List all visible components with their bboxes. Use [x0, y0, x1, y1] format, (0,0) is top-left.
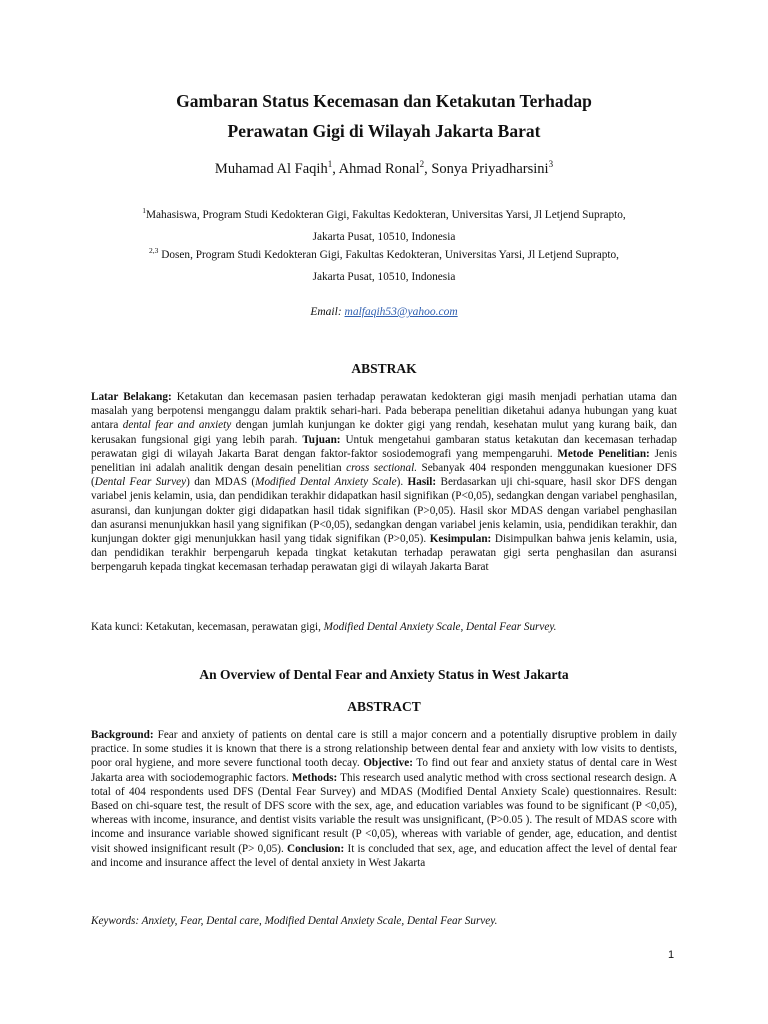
corresponding-email: [0, 306, 768, 318]
metode-label: Metode Penelitian:: [557, 447, 650, 460]
affiliation-2: [100, 244, 668, 288]
abstract-heading: ABSTRACT: [347, 699, 421, 714]
metode-text-3: ) dan MDAS (: [186, 476, 256, 489]
latar-belakang-text-2: dengan jumlah kunjungan ke dokter gigi yang rendah, kesehatan mulut yang kurang baik, dan kerusakan fungsional gigi yang lebih parah.: [91, 419, 677, 446]
author-3-affiliation-mark: 3: [548, 159, 554, 170]
metode-italic: cross sectional.: [346, 462, 417, 475]
dfs-italic: Dental Fear Survey: [94, 476, 187, 489]
affiliation-2-line-1: Dosen, Program Studi Kedokteran Gigi, Fakultas Kedokteran, Universitas Yarsi, Jl Letjend Suprapto,: [158, 249, 619, 261]
metode-text-4: ).: [396, 476, 408, 489]
affiliation-1-line-2: Jakarta Pusat, 10510, Indonesia: [312, 231, 456, 243]
metode-text: Jenis penelitian ini adalah analitik dengan desain penelitian: [91, 447, 677, 475]
affiliation-2-line-2: Jakarta Pusat, 10510, Indonesia: [312, 271, 456, 283]
background-label: Background:: [91, 729, 154, 741]
abstrak-body: [91, 390, 677, 575]
background-text: Fear and anxiety of patients on dental care is still a major concern and a potentially disruptive problem in daily practice. In some studies it is known that there is a strong relationship between dental fear and anxiety with low visits to dentists, poor oral hygiene, and more severe functional tooth decay.: [91, 729, 677, 770]
author-1-affiliation-mark: 1: [327, 159, 333, 170]
keywords: Keywords: Anxiety, Fear, Dental care, Modified Dental Anxiety Scale, Dental Fear Survey.: [91, 915, 498, 927]
latar-belakang-italic: dental fear and anxiety: [122, 419, 232, 432]
metode-text-2: Sebanyak 404 responden menggunakan kuesioner DFS (: [91, 462, 677, 489]
conclusion-label: Conclusion:: [287, 842, 345, 855]
kata-kunci-italic: Modified Dental Anxiety Scale, Dental Fear Survey.: [323, 621, 557, 633]
author-3: Sonya Priyadharsini: [431, 161, 549, 177]
tujuan-text: Untuk mengetahui gambaran status ketakutan dan kecemasan terhadap perawatan gigi di wilayah Jakarta Barat dengan faktor-faktor sosiodemografi yang mempengaruhi.: [91, 433, 677, 460]
title-line-1: Gambaran Status Kecemasan dan Ketakutan Terhadap: [176, 91, 592, 111]
latar-belakang-label: Latar Belakang:: [91, 391, 172, 403]
conclusion-text: It is concluded that sex, age, and education affect the level of dental fear and income and insurance affect the level of dental anxiety in West Jakarta: [91, 842, 677, 869]
hasil-label: Hasil:: [407, 476, 437, 489]
objective-label: Objective:: [363, 757, 413, 770]
title-line-2: Perawatan Gigi di Wilayah Jakarta Barat: [227, 121, 541, 141]
hasil-text: Berdasarkan uji chi-square, hasil skor DFS dengan variabel jenis kelamin, usia, dan pendidikan terakhir didapatkan hasil signifikan (P<0,05), sedangkan dengan variabel penghasilan, asuransi, dan kunjungan dokter gigi didapatkan hasil tidak signifikan (P>0,05). Hasil skor MDAS dengan variabel penghasilan dan asuransi menunjukkan hasil yang signifikan (P<0,05), sedangkan dengan variabel jenis kelamin, usia, pendidikan terakhir, dan kunjungan dokter gigi menunjukkan hasil yang tidak signifikan (P>0,05).: [91, 476, 678, 546]
english-title: An Overview of Dental Fear and Anxiety Status in West Jakarta: [199, 667, 569, 682]
email-label: Email:: [310, 306, 345, 318]
author-2: Ahmad Ronal: [338, 161, 420, 177]
tujuan-label: Tujuan:: [302, 433, 341, 446]
author-separator: ,: [424, 161, 432, 177]
affiliation-2-mark: 2,3: [149, 246, 159, 256]
affiliation-1: [100, 204, 668, 248]
paper-title: [0, 86, 768, 146]
methods-text: This research used analytic method with cross sectional research design. A total of 404 respondents used DFS (Dental Fear Survey) and MDAS (Modified Dental Anxiety Scale) questionnaires. Result: Based on chi-square test, the result of DFS score with the sex, age, and education variables was found to be significant (P <0,05), whereas with income, insurance, and dentist visits variable the result was unsignificant, (P>0.05 ). The result of MDAS score with income and insurance variable showed significant result (P <0,05), whereas with variable of gender, age, education, and dentist visit showed insignificant result (P> 0,05).: [91, 771, 677, 855]
email-link[interactable]: malfaqih53@yahoo.com: [344, 306, 458, 318]
author-list: [0, 161, 768, 178]
affiliation-1-line-1: Mahasiswa, Program Studi Kedokteran Gigi, Fakultas Kedokteran, Universitas Yarsi, Jl Letjend Suprapto,: [146, 209, 626, 221]
author-1: Muhamad Al Faqih: [214, 161, 328, 177]
page-number: 1: [668, 949, 675, 961]
latar-belakang-text: Ketakutan dan kecemasan pasien terhadap perawatan kedokteran gigi masih menjadi perhatian utama dan masalah yang berpotensi menganggu dalam praktik sehari-hari. Pada beberapa penelitian diketahui adanya hubungan yang kuat antara: [91, 391, 678, 432]
author-2-affiliation-mark: 2: [419, 159, 425, 170]
kata-kunci: [91, 620, 677, 634]
kata-kunci-text: Kata kunci: Ketakutan, kecemasan, perawatan gigi,: [91, 621, 324, 633]
objective-text: To find out fear and anxiety status of dental care in West Jakarta area with sociodemographic factors.: [91, 757, 677, 784]
methods-label: Methods:: [291, 771, 338, 784]
abstrak-heading: ABSTRAK: [351, 361, 417, 376]
affiliation-1-mark: 1: [142, 206, 146, 216]
kesimpulan-label: Kesimpulan:: [429, 533, 492, 546]
author-separator: ,: [332, 161, 339, 177]
mdas-italic: Modified Dental Anxiety Scale: [255, 476, 397, 489]
kesimpulan-text: Disimpulkan bahwa jenis kelamin, usia, dan pendidikan terakhir berpengaruh kepada tingkat ketakutan terhadap perawatan gigi serta penghasilan dan asuransi berpengaruh kepada tingkat kecemasan terhadap perawatan gigi di wilayah Jakarta Barat: [91, 533, 677, 574]
abstract-body: [91, 728, 677, 870]
